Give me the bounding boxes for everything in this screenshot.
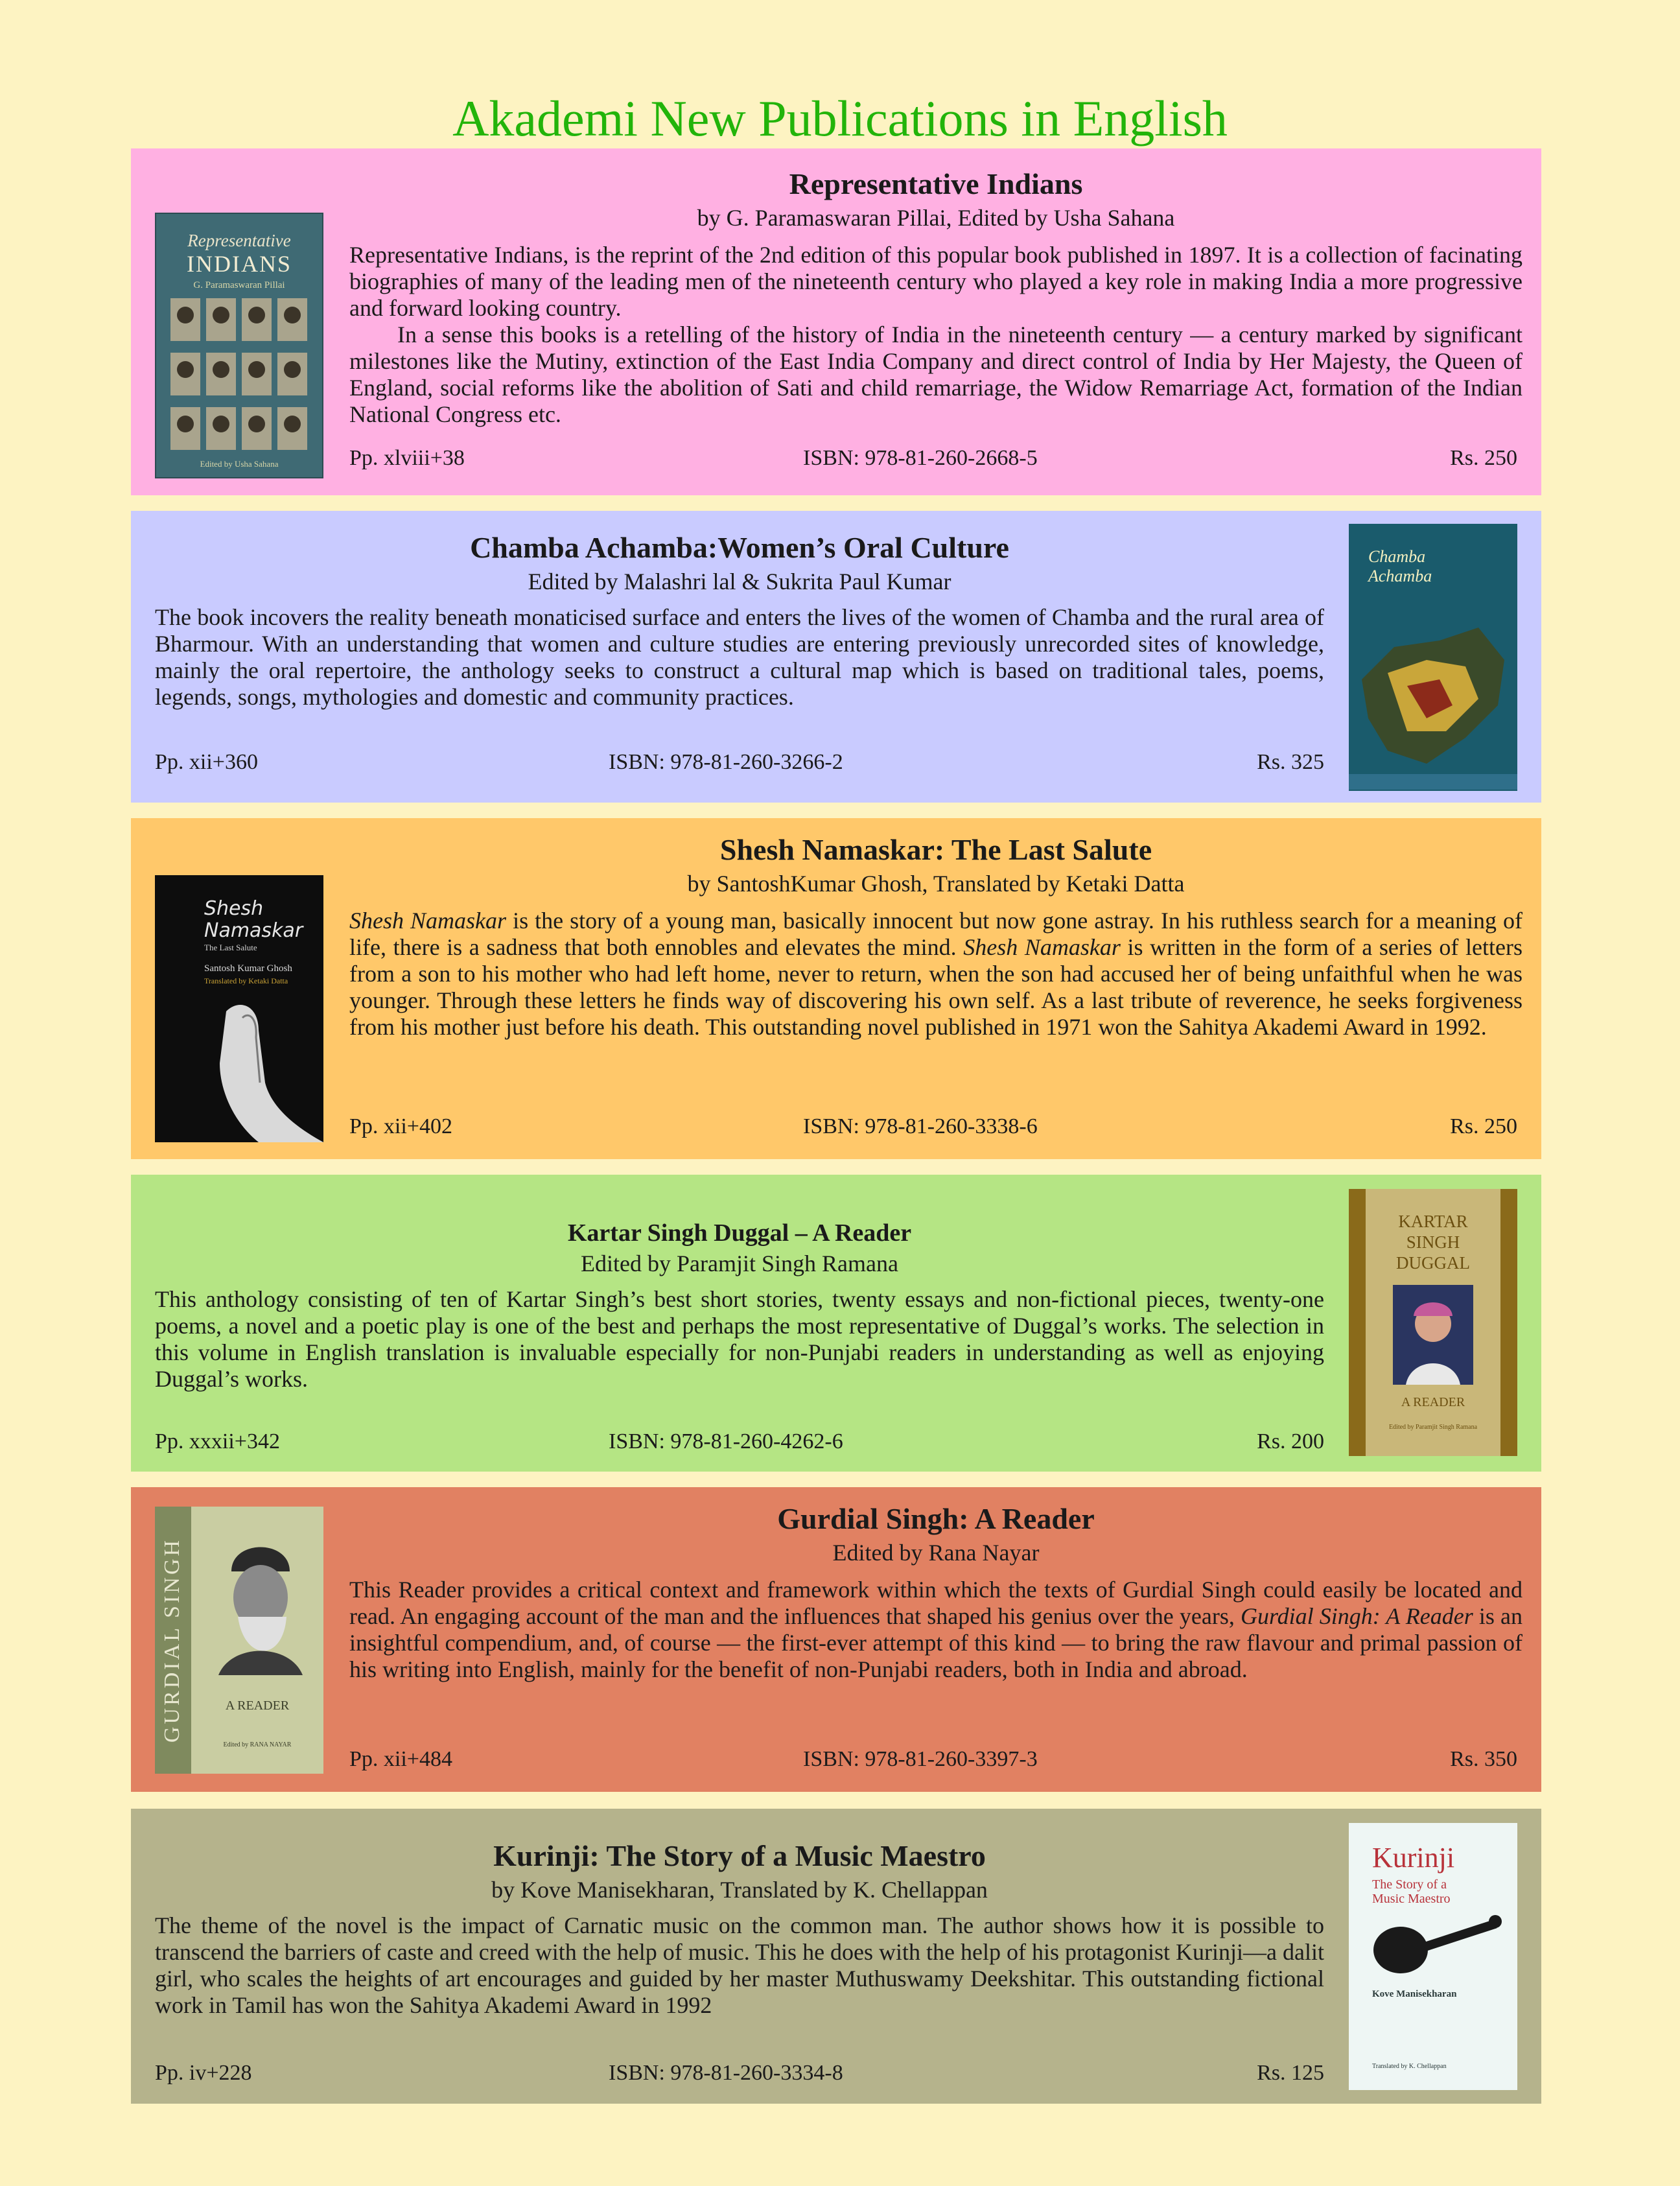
book-meta — [349, 445, 1517, 471]
book-description — [349, 908, 1522, 1040]
page-count: Pp. xii+402 — [349, 1114, 452, 1138]
page-title: Akademi New Publications in English — [452, 90, 1228, 147]
book-cover-image — [1349, 524, 1517, 791]
price: Rs. 325 — [1257, 750, 1324, 774]
isbn: ISBN: 978-81-260-3397-3 — [803, 1747, 1038, 1771]
price: Rs. 250 — [1450, 1114, 1517, 1138]
cover-title: Chamba Achamba — [1368, 547, 1432, 585]
description-paragraph: Representative Indians, is the reprint of the 2nd edition of this popular book published in 1897. It is a collection of facinating biographies of many of the leading men of the nineteenth century who played a key role in making India a more progressive and forward looking country. — [349, 242, 1522, 321]
book-cover-image — [1349, 1189, 1517, 1456]
book-title: Gurdial Singh: A Reader — [777, 1502, 1095, 1535]
description-paragraph: The theme of the novel is the impact of Carnatic music on the common man. The author shows how it is possible to transcend the barriers of caste and creed with the help of music. This he does with the help of his protagonist Kurinji—a dalit girl, who scales the heights of art encourages and guided by her master Muthuswamy Deekshitar. This outstanding fictional work in Tamil has won the Sahitya Akademi Award in 1992 — [155, 1912, 1324, 2018]
book-title: Kurinji: The Story of a Music Maestro — [493, 1839, 986, 1872]
price: Rs. 350 — [1450, 1747, 1517, 1771]
book-meta — [349, 1114, 1517, 1140]
description-text: This Reader provides a critical context and framework within which the texts of Gurdial Singh could easily be located and read. An engaging account of the man and the influences that shaped his genius over the years, — [349, 1577, 1522, 1629]
book-description — [155, 604, 1324, 711]
book-card-shesh-namaskar — [131, 818, 1541, 1159]
description-text: is written in the form of a series of letters from a son to his mother who had left home, never to return, when the son had accused her of being unfaithful when he was younger. Through these letters he finds way of discovering his own self. As a last tribute of reverence, he seeks forgiveness from his mother just before his death. This outstanding novel published in 1971 won the Sahitya Akademi Award in 1992. — [349, 934, 1522, 1040]
book-title: Representative Indians — [789, 167, 1083, 200]
book-description — [155, 1912, 1324, 2019]
book-meta — [155, 2060, 1324, 2086]
description-paragraph — [349, 1577, 1522, 1683]
cover-reader: A READER — [1401, 1395, 1465, 1409]
book-byline: by Kove Manisekharan, Translated by K. Chellappan — [491, 1877, 988, 1903]
page-count: Pp. xlviii+38 — [349, 446, 465, 470]
description-paragraph: The book incovers the reality beneath monaticised surface and enters the lives of the women of Chamba and the rural area of Bharmour. With an understanding that women and culture studies are entering previously unrecorded sites of knowledge, mainly the oral repertoire, the anthology seeks to construct a cultural map which is based on traditional tales, poems, legends, songs, mythologies and domestic and community practices. — [155, 604, 1324, 710]
book-title-emphasis: Gurdial Singh: A Reader — [1240, 1603, 1473, 1629]
hands-illustration-image — [181, 992, 323, 1142]
book-byline: Edited by Paramjit Singh Ramana — [581, 1251, 898, 1276]
isbn: ISBN: 978-81-260-3266-2 — [609, 750, 843, 774]
book-byline: Edited by Rana Nayar — [832, 1540, 1040, 1566]
cover-editor: Edited by RANA NAYAR — [223, 1741, 292, 1748]
description-paragraph — [349, 908, 1522, 1040]
description-text: is an insightful compendium, and, of course — the first-ever attempt of this kind — to bring the raw flavour and primal passion of his writing into English, mainly for the benefit of non-Punjabi readers, both in India and abroad. — [349, 1603, 1522, 1682]
cover-reader: A READER — [225, 1698, 290, 1713]
cover-subtitle: The Story of a Music Maestro — [1372, 1877, 1451, 1906]
description-paragraph: In a sense this books is a retelling of the history of India in the nineteenth century — a century marked by significant milestones like the Mutiny, extinction of the East India Company and direct control of India by Her Majesty, the Queen of England, social reforms like the abolition of Sati and child remarriage, the Widow Remarriage Act, formation of the Indian National Congress etc. — [349, 322, 1522, 427]
book-cover-image — [1349, 1823, 1517, 2090]
book-card-chamba-achamba — [131, 511, 1541, 803]
cover-subtitle: The Last Salute — [204, 943, 257, 952]
price: Rs. 200 — [1257, 1429, 1324, 1453]
cover-author: G. Paramaswaran Pillai — [193, 280, 285, 290]
book-meta — [349, 1746, 1517, 1772]
page-count: Pp. iv+228 — [155, 2061, 252, 2085]
book-meta — [155, 1429, 1324, 1455]
isbn: ISBN: 978-81-260-4262-6 — [609, 1429, 843, 1453]
isbn: ISBN: 978-81-260-3334-8 — [609, 2061, 843, 2085]
book-byline: Edited by Malashri lal & Sukrita Paul Kumar — [528, 569, 951, 594]
book-description — [349, 242, 1522, 428]
cover-title: Kurinji — [1372, 1842, 1455, 1874]
book-title: Shesh Namaskar: The Last Salute — [719, 833, 1152, 866]
cover-translator: Translated by K. Chellappan — [1372, 2063, 1447, 2070]
book-cover-image — [155, 1507, 323, 1774]
book-title: Chamba Achamba:Women’s Oral Culture — [470, 531, 1009, 564]
cover-spine-title: GURDIAL SINGH — [160, 1537, 184, 1743]
portrait-grid-image — [170, 298, 308, 451]
description-paragraph: This anthology consisting of ten of Kartar Singh’s best short stories, twenty essays and non-fictional pieces, twenty-one poems, a novel and a poetic play is one of the best and perhaps the most representative of Duggal’s works. The selection in this volume in English translation is invaluable especially for non-Punjabi readers in understanding as well as enjoying Duggal’s works. — [155, 1286, 1324, 1392]
price: Rs. 250 — [1450, 446, 1517, 470]
page-count: Pp. xxxii+342 — [155, 1429, 280, 1453]
cover-author: Santosh Kumar Ghosh — [204, 963, 292, 974]
cover-translator: Translated by Ketaki Datta — [204, 976, 288, 985]
book-cover-image — [155, 875, 323, 1142]
cover-title: Namaskar — [204, 919, 303, 942]
book-cover-image — [155, 213, 323, 478]
description-text: is the story of a young man, basically innocent but now gone astray. In his ruthless search for a meaning of life, there is a sadness that both ennobles and elevates the mind. — [349, 908, 1522, 960]
cover-title: INDIANS — [187, 251, 292, 277]
book-description — [349, 1577, 1522, 1683]
book-card-kurinji — [131, 1809, 1541, 2104]
book-description — [155, 1286, 1324, 1393]
book-title: Kartar Singh Duggal – A Reader — [567, 1219, 912, 1247]
cover-title: DUGGAL — [1396, 1253, 1470, 1273]
veena-illustration-image — [1368, 1911, 1504, 1982]
book-byline: by SantoshKumar Ghosh, Translated by Ketaki Datta — [687, 871, 1185, 897]
author-portrait-image — [205, 1533, 309, 1675]
isbn: ISBN: 978-81-260-2668-5 — [803, 446, 1038, 470]
cover-editor: Edited by Paramjit Singh Ramana — [1388, 1424, 1478, 1431]
book-byline: by G. Paramaswaran Pillai, Edited by Usha Sahana — [697, 205, 1175, 231]
cover-title: KARTAR — [1398, 1212, 1468, 1231]
cover-editor: Edited by Usha Sahana — [200, 459, 279, 469]
isbn: ISBN: 978-81-260-3338-6 — [803, 1114, 1038, 1138]
cover-title: Representative — [187, 231, 291, 250]
price: Rs. 125 — [1257, 2061, 1324, 2085]
cover-title: SINGH — [1406, 1232, 1460, 1252]
author-portrait-image — [1393, 1285, 1473, 1385]
page-count: Pp. xii+484 — [349, 1747, 452, 1771]
page-count: Pp. xii+360 — [155, 750, 258, 774]
book-card-kartar-singh-duggal — [131, 1175, 1541, 1472]
cover-author: Kove Manisekharan — [1372, 1989, 1457, 1999]
cover-title: Shesh — [204, 897, 264, 920]
book-title-emphasis: Shesh Namaskar — [963, 934, 1121, 960]
book-meta — [155, 749, 1324, 775]
book-card-representative-indians — [131, 148, 1541, 495]
map-illustration-image — [1349, 602, 1517, 790]
book-card-gurdial-singh — [131, 1487, 1541, 1792]
book-title-emphasis: Shesh Namaskar — [349, 908, 507, 934]
